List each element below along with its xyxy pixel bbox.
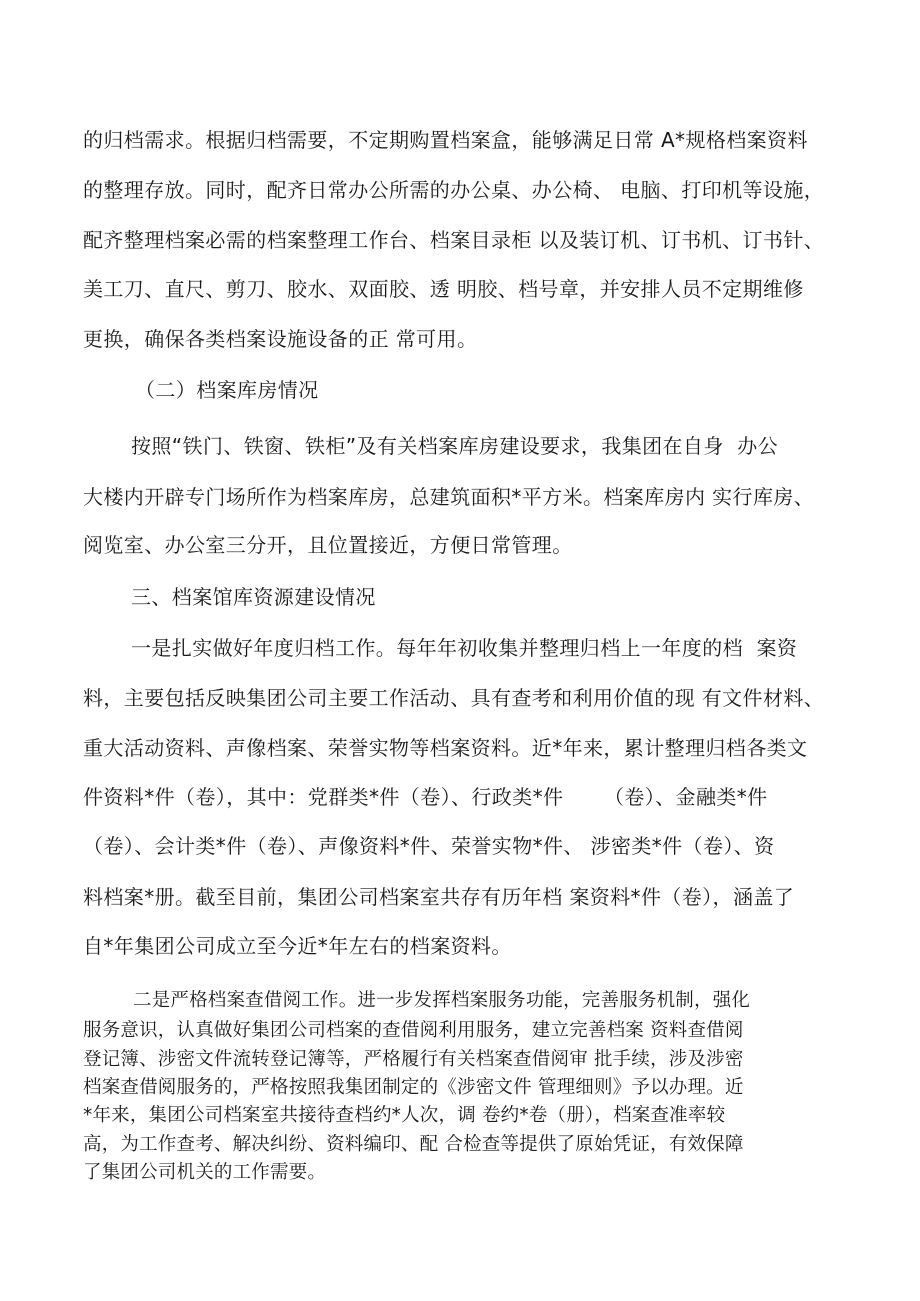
paragraph-line: 重大活动资料、声像档案、荣誉实物等档案资料。近*年来，累计整理归档各类文 <box>83 736 808 760</box>
paragraph-line: 档案查借阅服务的，严格按照我集团制定的《涉密文件 管理细则》予以办理。近 <box>83 1077 744 1098</box>
paragraph-line: 大楼内开辟专门场所作为档案库房，总建筑面积*平方米。档案库房内 实行库房、 <box>83 485 815 509</box>
section-heading: （二）档案库房情况 <box>135 378 319 402</box>
paragraph-line: 高，为工作查考、解决纠纷、资料编印、配 合检查等提供了原始凭证，有效保障 <box>83 1134 744 1155</box>
paragraph-line: 了集团公司机关的工作需要。 <box>83 1162 327 1183</box>
paragraph-line: 件资料*件（卷），其中：党群类*件（卷）、行政类*件 （卷）、金融类*件 <box>83 785 768 809</box>
paragraph-line: 美工刀、直尺、剪刀、胶水、双面胶、透 明胶、档号章，并安排人员不定期维修 <box>83 277 804 301</box>
paragraph-line: （卷）、会计类*件（卷）、声像资料*件、荣誉实物*件、 涉密类*件（卷）、资 <box>83 834 775 858</box>
paragraph-line: 料，主要包括反映集团公司主要工作活动、具有查考和利用价值的现 有文件材料、 <box>83 686 825 710</box>
paragraph-line: 按照“铁门、铁窗、铁柜”及有关档案库房建设要求，我集团在自身 办公 <box>131 434 779 458</box>
paragraph-line: 更换，确保各类档案设施设备的正 常可用。 <box>83 327 478 351</box>
paragraph-line: 自*年集团公司成立至今近*年左右的档案资料。 <box>83 934 512 958</box>
paragraph-line: 配齐整理档案必需的档案整理工作台、档案目录柜 以及装订机、订书机、订书针、 <box>83 228 825 252</box>
paragraph-line: 服务意识，认真做好集团公司档案的查借阅利用服务，建立完善档案 资料查借阅 <box>83 1020 744 1041</box>
paragraph-line: 阅览室、办公室三分开，且位置接近，方便日常管理。 <box>83 533 573 557</box>
paragraph-line: 料档案*册。截至目前，集团公司档案室共存有历年档 案资料*件（卷），涵盖了 <box>83 885 795 909</box>
paragraph-line: 的整理存放。同时，配齐日常办公所需的办公桌、办公椅、 电脑、打印机等设施， <box>83 178 825 202</box>
section-heading: 三、档案馆库资源建设情况 <box>131 585 376 609</box>
paragraph-line: 的归档需求。根据归档需要，不定期购置档案盒，能够满足日常 A*规格档案资料 <box>83 128 808 152</box>
paragraph-line: 登记簿、涉密文件流转登记簿等，严格履行有关档案查借阅审 批手续，涉及涉密 <box>83 1049 744 1070</box>
paragraph-line: 二是严格档案查借阅工作。进一步发挥档案服务功能，完善服务机制，强化 <box>133 990 751 1011</box>
paragraph-line: 一是扎实做好年度归档工作。每年年初收集并整理归档上一年度的档 案资 <box>131 636 798 660</box>
paragraph-line: *年来，集团公司档案室共接待查档约*人次，调 卷约*卷（册），档案查准率较 <box>83 1105 726 1126</box>
